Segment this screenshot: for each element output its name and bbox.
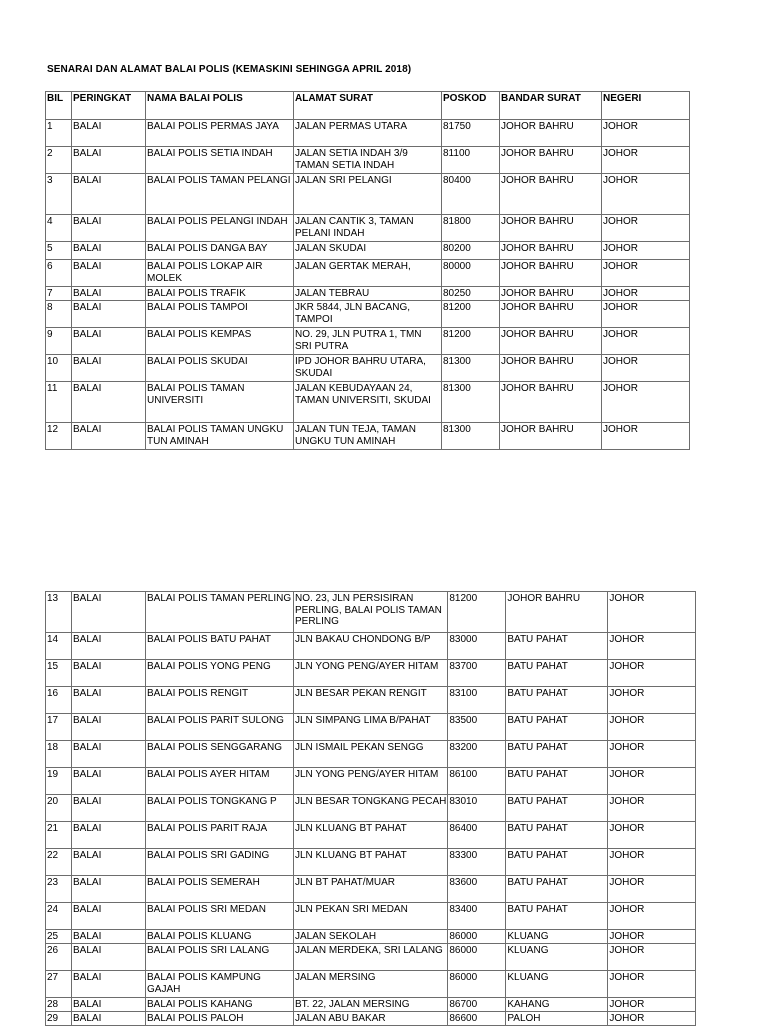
cell-peringkat: BALAI [72, 660, 146, 687]
cell-bil: 18 [46, 741, 72, 768]
cell-poskod: 81100 [442, 147, 500, 174]
cell-bandar: JOHOR BAHRU [500, 260, 602, 287]
cell-bil: 15 [46, 660, 72, 687]
cell-peringkat: BALAI [72, 998, 146, 1012]
cell-alamat: JKR 5844, JLN BACANG, TAMPOI [294, 301, 442, 328]
cell-nama-balai: BALAI POLIS SEMERAH [146, 876, 294, 903]
cell-poskod: 83700 [448, 660, 506, 687]
cell-bil: 8 [46, 301, 72, 328]
cell-nama-balai: BALAI POLIS SENGGARANG [146, 741, 294, 768]
cell-bil: 9 [46, 328, 72, 355]
cell-bandar: JOHOR BAHRU [500, 287, 602, 301]
table-row [46, 242, 690, 260]
cell-peringkat: BALAI [72, 382, 146, 423]
table-row [46, 876, 696, 903]
cell-nama-balai: BALAI POLIS KEMPAS [146, 328, 294, 355]
cell-alamat: NO. 23, JLN PERSISIRAN PERLING, BALAI POLIS TAMAN PERLING [294, 592, 448, 633]
cell-bil: 11 [46, 382, 72, 423]
cell-peringkat: BALAI [72, 355, 146, 382]
cell-bil: 6 [46, 260, 72, 287]
table-row [46, 287, 690, 301]
table-row [46, 355, 690, 382]
cell-bandar: BATU PAHAT [506, 660, 608, 687]
cell-bandar: JOHOR BAHRU [500, 215, 602, 242]
cell-alamat: JLN BT PAHAT/MUAR [294, 876, 448, 903]
cell-peringkat: BALAI [72, 592, 146, 633]
cell-nama-balai: BALAI POLIS RENGIT [146, 687, 294, 714]
cell-negeri: JOHOR [602, 301, 690, 328]
cell-alamat: JLN BESAR PEKAN RENGIT [294, 687, 448, 714]
cell-bil: 3 [46, 174, 72, 215]
cell-negeri: JOHOR [608, 633, 696, 660]
table-row [46, 795, 696, 822]
cell-alamat: JALAN KEBUDAYAAN 24, TAMAN UNIVERSITI, SKUDAI [294, 382, 442, 423]
document-title: SENARAI DAN ALAMAT BALAI POLIS (KEMASKINI SEHINGGA APRIL 2018) [47, 64, 412, 75]
table-row [46, 260, 690, 287]
cell-negeri: JOHOR [602, 174, 690, 215]
table-row [46, 174, 690, 215]
cell-bil: 22 [46, 849, 72, 876]
cell-nama-balai: BALAI POLIS TAMPOI [146, 301, 294, 328]
table-row [46, 971, 696, 998]
cell-nama-balai: BALAI POLIS DANGA BAY [146, 242, 294, 260]
cell-peringkat: BALAI [72, 930, 146, 944]
cell-bandar: BATU PAHAT [506, 822, 608, 849]
police-station-table-continued [45, 591, 696, 1026]
cell-bandar: BATU PAHAT [506, 633, 608, 660]
cell-bil: 1 [46, 120, 72, 147]
cell-poskod: 80400 [442, 174, 500, 215]
cell-negeri: JOHOR [608, 849, 696, 876]
cell-bandar: JOHOR BAHRU [500, 174, 602, 215]
cell-alamat: JLN SIMPANG LIMA B/PAHAT [294, 714, 448, 741]
cell-negeri: JOHOR [602, 355, 690, 382]
cell-alamat: NO. 29, JLN PUTRA 1, TMN SRI PUTRA [294, 328, 442, 355]
cell-bandar: BATU PAHAT [506, 876, 608, 903]
cell-nama-balai: BALAI POLIS PELANGI INDAH [146, 215, 294, 242]
cell-peringkat: BALAI [72, 687, 146, 714]
cell-bandar: JOHOR BAHRU [500, 328, 602, 355]
cell-negeri: JOHOR [602, 260, 690, 287]
header-negeri: NEGERI [602, 92, 690, 120]
table-row [46, 328, 690, 355]
cell-bandar: JOHOR BAHRU [506, 592, 608, 633]
header-peringkat: PERINGKAT [72, 92, 146, 120]
cell-nama-balai: BALAI POLIS TAMAN PELANGI [146, 174, 294, 215]
cell-negeri: JOHOR [608, 822, 696, 849]
cell-peringkat: BALAI [72, 944, 146, 971]
table-row [46, 120, 690, 147]
cell-poskod: 83300 [448, 849, 506, 876]
header-bil: BIL [46, 92, 72, 120]
table-row [46, 687, 696, 714]
cell-nama-balai: BALAI POLIS SKUDAI [146, 355, 294, 382]
cell-negeri: JOHOR [608, 876, 696, 903]
cell-alamat: JLN YONG PENG/AYER HITAM [294, 660, 448, 687]
cell-bandar: BATU PAHAT [506, 849, 608, 876]
table-row [46, 741, 696, 768]
cell-poskod: 81300 [442, 382, 500, 423]
table-row [46, 382, 690, 423]
table-row [46, 903, 696, 930]
cell-poskod: 80250 [442, 287, 500, 301]
cell-bil: 21 [46, 822, 72, 849]
cell-alamat: JLN PEKAN SRI MEDAN [294, 903, 448, 930]
cell-poskod: 83400 [448, 903, 506, 930]
cell-nama-balai: BALAI POLIS TAMAN UNIVERSITI [146, 382, 294, 423]
cell-negeri: JOHOR [602, 382, 690, 423]
cell-poskod: 86100 [448, 768, 506, 795]
cell-poskod: 80200 [442, 242, 500, 260]
cell-nama-balai: BALAI POLIS LOKAP AIR MOLEK [146, 260, 294, 287]
cell-alamat: JALAN PERMAS UTARA [294, 120, 442, 147]
cell-negeri: JOHOR [602, 147, 690, 174]
cell-bandar: BATU PAHAT [506, 687, 608, 714]
cell-negeri: JOHOR [602, 242, 690, 260]
cell-poskod: 81300 [442, 423, 500, 450]
cell-poskod: 83600 [448, 876, 506, 903]
cell-nama-balai: BALAI POLIS KLUANG [146, 930, 294, 944]
header-alamat: ALAMAT SURAT [294, 92, 442, 120]
cell-alamat: JLN YONG PENG/AYER HITAM [294, 768, 448, 795]
cell-poskod: 86000 [448, 971, 506, 998]
cell-bil: 2 [46, 147, 72, 174]
cell-alamat: JALAN SETIA INDAH 3/9 TAMAN SETIA INDAH [294, 147, 442, 174]
cell-negeri: JOHOR [608, 971, 696, 998]
header-nama-balai: NAMA BALAI POLIS [146, 92, 294, 120]
cell-negeri: JOHOR [602, 120, 690, 147]
header-bandar: BANDAR SURAT [500, 92, 602, 120]
cell-bil: 5 [46, 242, 72, 260]
cell-nama-balai: BALAI POLIS TRAFIK [146, 287, 294, 301]
cell-poskod: 83100 [448, 687, 506, 714]
cell-peringkat: BALAI [72, 260, 146, 287]
table-row [46, 944, 696, 971]
cell-peringkat: BALAI [72, 120, 146, 147]
cell-bil: 4 [46, 215, 72, 242]
cell-alamat: JALAN SRI PELANGI [294, 174, 442, 215]
cell-poskod: 81200 [448, 592, 506, 633]
cell-negeri: JOHOR [608, 944, 696, 971]
cell-poskod: 86400 [448, 822, 506, 849]
cell-negeri: JOHOR [602, 328, 690, 355]
cell-bil: 20 [46, 795, 72, 822]
cell-bil: 29 [46, 1012, 72, 1026]
cell-nama-balai: BALAI POLIS TAMAN UNGKU TUN AMINAH [146, 423, 294, 450]
cell-poskod: 81300 [442, 355, 500, 382]
cell-bandar: BATU PAHAT [506, 768, 608, 795]
cell-peringkat: BALAI [72, 328, 146, 355]
cell-alamat: BT. 22, JALAN MERSING [294, 998, 448, 1012]
table-row [46, 930, 696, 944]
cell-peringkat: BALAI [72, 242, 146, 260]
cell-alamat: JLN KLUANG BT PAHAT [294, 822, 448, 849]
cell-negeri: JOHOR [608, 660, 696, 687]
cell-bil: 7 [46, 287, 72, 301]
table-row [46, 592, 696, 633]
cell-peringkat: BALAI [72, 849, 146, 876]
cell-nama-balai: BALAI POLIS KAMPUNG GAJAH [146, 971, 294, 998]
cell-alamat: JALAN SKUDAI [294, 242, 442, 260]
cell-poskod: 81750 [442, 120, 500, 147]
cell-bandar: JOHOR BAHRU [500, 120, 602, 147]
cell-bil: 24 [46, 903, 72, 930]
cell-poskod: 80000 [442, 260, 500, 287]
table-row [46, 423, 690, 450]
cell-nama-balai: BALAI POLIS PARIT SULONG [146, 714, 294, 741]
cell-poskod: 86600 [448, 1012, 506, 1026]
cell-negeri: JOHOR [608, 795, 696, 822]
cell-negeri: JOHOR [608, 714, 696, 741]
cell-peringkat: BALAI [72, 876, 146, 903]
cell-alamat: JALAN MERSING [294, 971, 448, 998]
cell-alamat: JLN BAKAU CHONDONG B/P [294, 633, 448, 660]
cell-alamat: JALAN TUN TEJA, TAMAN UNGKU TUN AMINAH [294, 423, 442, 450]
cell-bil: 16 [46, 687, 72, 714]
cell-bandar: JOHOR BAHRU [500, 147, 602, 174]
cell-peringkat: BALAI [72, 633, 146, 660]
cell-alamat: JLN ISMAIL PEKAN SENGG [294, 741, 448, 768]
cell-alamat: JALAN ABU BAKAR [294, 1012, 448, 1026]
cell-peringkat: BALAI [72, 147, 146, 174]
cell-bil: 10 [46, 355, 72, 382]
table-row [46, 215, 690, 242]
cell-bandar: BATU PAHAT [506, 714, 608, 741]
table-row [46, 301, 690, 328]
cell-peringkat: BALAI [72, 768, 146, 795]
cell-nama-balai: BALAI POLIS BATU PAHAT [146, 633, 294, 660]
cell-poskod: 81800 [442, 215, 500, 242]
table-row [46, 849, 696, 876]
cell-alamat: JALAN GERTAK MERAH, [294, 260, 442, 287]
cell-alamat: JALAN TEBRAU [294, 287, 442, 301]
header-poskod: POSKOD [442, 92, 500, 120]
cell-bil: 12 [46, 423, 72, 450]
cell-peringkat: BALAI [72, 795, 146, 822]
cell-negeri: JOHOR [602, 215, 690, 242]
cell-bandar: JOHOR BAHRU [500, 242, 602, 260]
cell-nama-balai: BALAI POLIS TAMAN PERLING [146, 592, 294, 633]
cell-bandar: PALOH [506, 1012, 608, 1026]
cell-peringkat: BALAI [72, 215, 146, 242]
cell-alamat: IPD JOHOR BAHRU UTARA, SKUDAI [294, 355, 442, 382]
cell-bandar: JOHOR BAHRU [500, 423, 602, 450]
cell-bil: 28 [46, 998, 72, 1012]
cell-peringkat: BALAI [72, 174, 146, 215]
cell-bandar: KAHANG [506, 998, 608, 1012]
cell-bandar: KLUANG [506, 930, 608, 944]
table-row [46, 633, 696, 660]
cell-negeri: JOHOR [608, 1012, 696, 1026]
cell-alamat: JALAN SEKOLAH [294, 930, 448, 944]
cell-peringkat: BALAI [72, 1012, 146, 1026]
cell-bil: 17 [46, 714, 72, 741]
police-station-table [45, 91, 690, 450]
cell-poskod: 83200 [448, 741, 506, 768]
cell-negeri: JOHOR [602, 423, 690, 450]
cell-alamat: JALAN MERDEKA, SRI LALANG [294, 944, 448, 971]
table-row [46, 147, 690, 174]
cell-poskod: 86000 [448, 944, 506, 971]
cell-alamat: JLN BESAR TONGKANG PECAH [294, 795, 448, 822]
cell-negeri: JOHOR [608, 741, 696, 768]
cell-peringkat: BALAI [72, 741, 146, 768]
cell-poskod: 83000 [448, 633, 506, 660]
cell-nama-balai: BALAI POLIS SRI LALANG [146, 944, 294, 971]
cell-nama-balai: BALAI POLIS TONGKANG P [146, 795, 294, 822]
cell-negeri: JOHOR [602, 287, 690, 301]
cell-bandar: JOHOR BAHRU [500, 355, 602, 382]
table-row [46, 660, 696, 687]
cell-poskod: 86700 [448, 998, 506, 1012]
cell-nama-balai: BALAI POLIS KAHANG [146, 998, 294, 1012]
cell-nama-balai: BALAI POLIS YONG PENG [146, 660, 294, 687]
cell-peringkat: BALAI [72, 822, 146, 849]
cell-nama-balai: BALAI POLIS PERMAS JAYA [146, 120, 294, 147]
table-row [46, 714, 696, 741]
cell-bil: 19 [46, 768, 72, 795]
cell-bandar: KLUANG [506, 971, 608, 998]
cell-bandar: KLUANG [506, 944, 608, 971]
cell-bandar: BATU PAHAT [506, 741, 608, 768]
cell-bil: 14 [46, 633, 72, 660]
table-row [46, 998, 696, 1012]
cell-bil: 27 [46, 971, 72, 998]
cell-nama-balai: BALAI POLIS AYER HITAM [146, 768, 294, 795]
cell-bil: 26 [46, 944, 72, 971]
cell-negeri: JOHOR [608, 768, 696, 795]
cell-nama-balai: BALAI POLIS SETIA INDAH [146, 147, 294, 174]
cell-nama-balai: BALAI POLIS SRI GADING [146, 849, 294, 876]
cell-poskod: 83500 [448, 714, 506, 741]
cell-negeri: JOHOR [608, 998, 696, 1012]
cell-bandar: BATU PAHAT [506, 795, 608, 822]
table-row [46, 1012, 696, 1026]
cell-negeri: JOHOR [608, 687, 696, 714]
cell-poskod: 81200 [442, 328, 500, 355]
cell-bandar: JOHOR BAHRU [500, 382, 602, 423]
cell-alamat: JALAN CANTIK 3, TAMAN PELANI INDAH [294, 215, 442, 242]
cell-peringkat: BALAI [72, 423, 146, 450]
cell-peringkat: BALAI [72, 971, 146, 998]
cell-peringkat: BALAI [72, 301, 146, 328]
table-row [46, 768, 696, 795]
cell-negeri: JOHOR [608, 930, 696, 944]
cell-bil: 25 [46, 930, 72, 944]
cell-peringkat: BALAI [72, 903, 146, 930]
cell-bil: 13 [46, 592, 72, 633]
cell-peringkat: BALAI [72, 287, 146, 301]
cell-bandar: BATU PAHAT [506, 903, 608, 930]
cell-nama-balai: BALAI POLIS SRI MEDAN [146, 903, 294, 930]
cell-bandar: JOHOR BAHRU [500, 301, 602, 328]
table-row [46, 822, 696, 849]
cell-peringkat: BALAI [72, 714, 146, 741]
cell-poskod: 81200 [442, 301, 500, 328]
cell-negeri: JOHOR [608, 592, 696, 633]
cell-negeri: JOHOR [608, 903, 696, 930]
cell-nama-balai: BALAI POLIS PARIT RAJA [146, 822, 294, 849]
cell-alamat: JLN KLUANG BT PAHAT [294, 849, 448, 876]
cell-bil: 23 [46, 876, 72, 903]
cell-poskod: 83010 [448, 795, 506, 822]
header-row [46, 92, 690, 120]
cell-nama-balai: BALAI POLIS PALOH [146, 1012, 294, 1026]
cell-poskod: 86000 [448, 930, 506, 944]
